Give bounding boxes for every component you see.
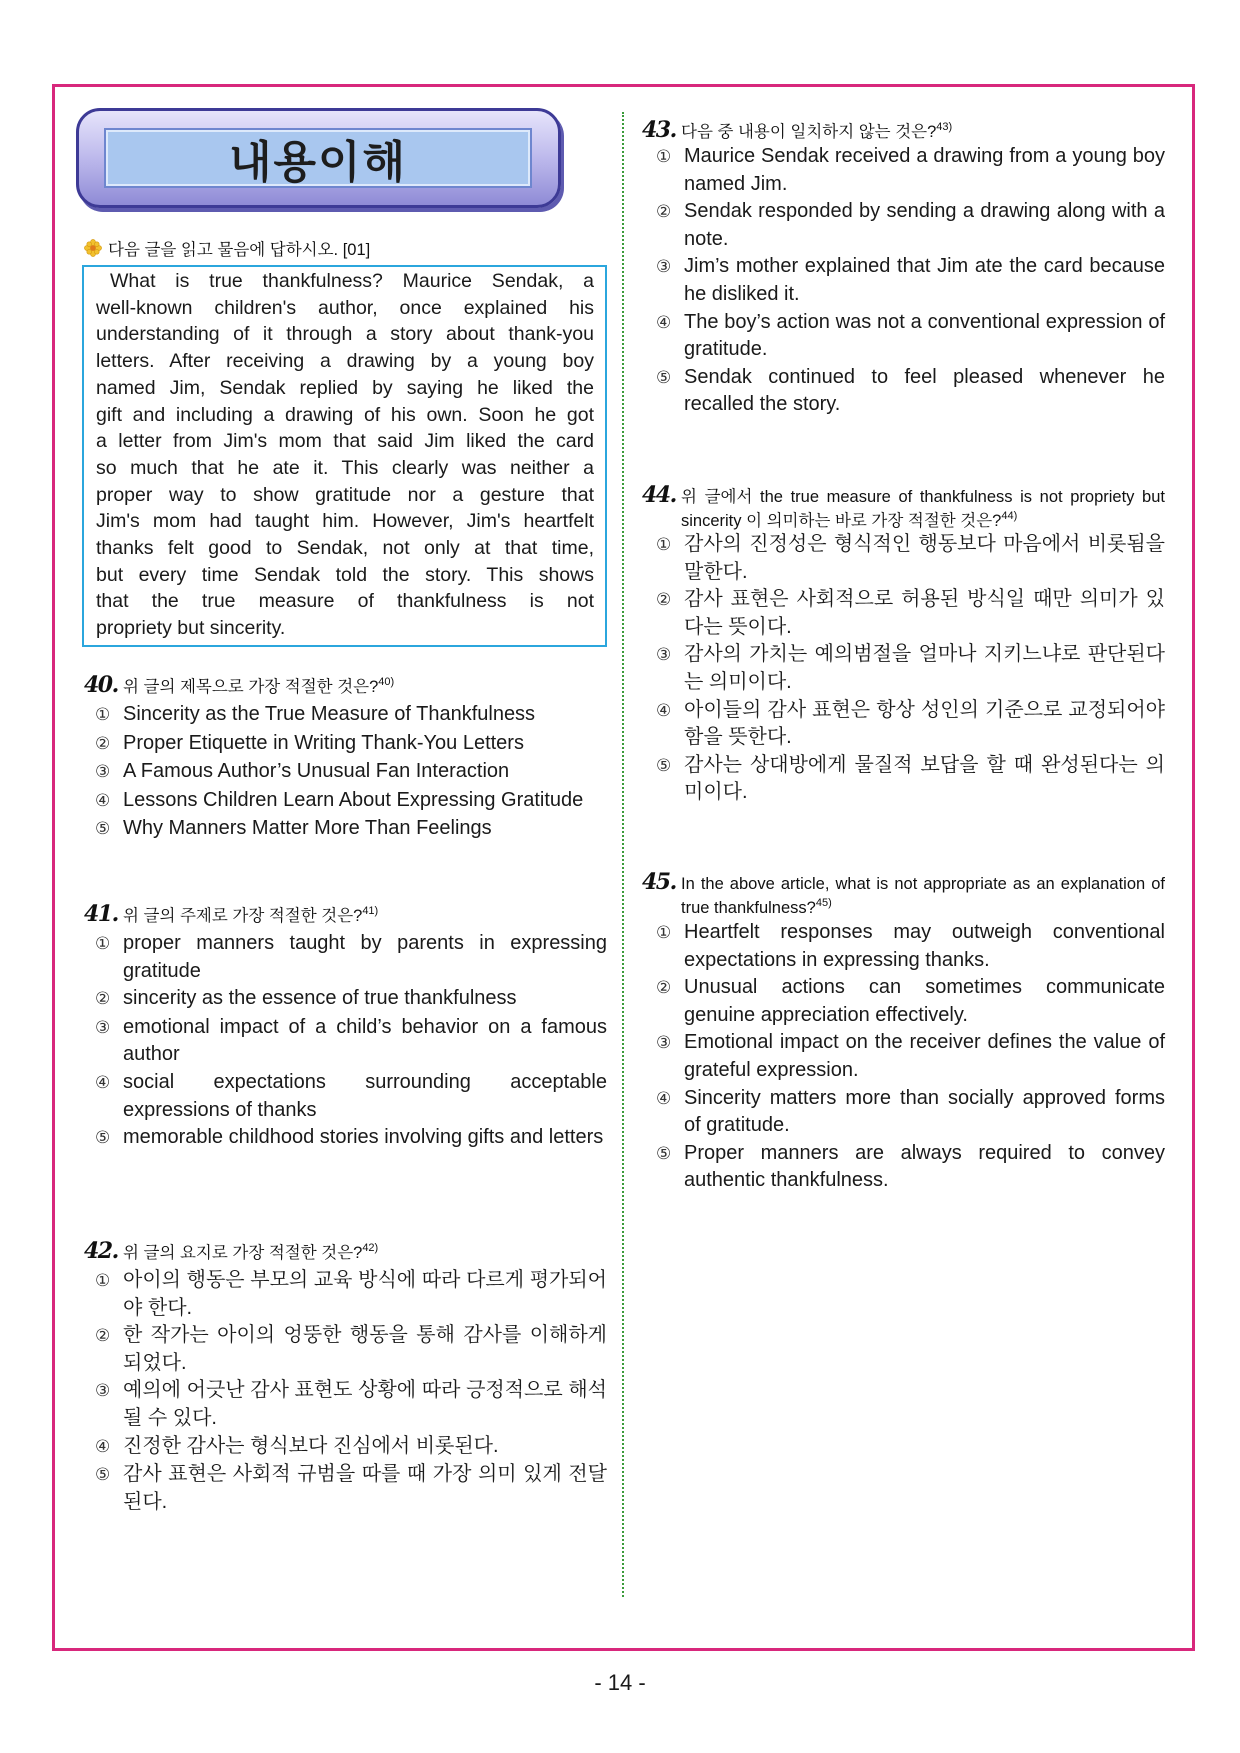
passage-line: What is true thankfulness? Maurice Sendak, a: [110, 270, 594, 292]
option-4: [95, 1069, 607, 1124]
option-text: 한 작가는 아이의 엉뚱한 행동을 통해 감사를 이해하게 되었다.: [123, 1324, 607, 1374]
option-text: A Famous Author’s Unusual Fan Interaction: [123, 760, 510, 783]
option-text: The boy’s action was not a conventional expression of gratitude.: [684, 310, 1165, 361]
passage-line: Jim's mom had taught him. However, Jim's heartfelt: [96, 510, 594, 533]
passage-line: a letter from Jim's mom that said Jim liked the card: [96, 430, 594, 453]
option-marker: ③: [95, 1381, 111, 1402]
passage-line: but every time Sendak told the story. This shows: [96, 563, 594, 586]
option-marker: ⑤: [95, 819, 111, 840]
question-number: 43.: [642, 117, 676, 143]
question-41-options: [95, 930, 607, 1153]
option-text: Sendak responded by sending a drawing along with a note.: [684, 200, 1165, 250]
option-2: [656, 586, 1165, 641]
passage-line: so much that he ate it. This clearly was neither a: [96, 456, 594, 479]
option-text: proper manners taught by parents in expressing gratitude: [123, 932, 607, 982]
question-prompt-text: 위 글에서 the true measure of thankfulness is not propriety but sincerity 이 의미하는 바로 가장 적절한 것은?: [681, 488, 1165, 530]
option-5: [656, 364, 1165, 419]
option-4: [656, 309, 1165, 364]
question-prompt-text: 위 글의 제목으로 가장 적절한 것은?: [123, 678, 379, 696]
option-marker: ⑤: [656, 367, 672, 388]
option-text: 감사의 가치는 예의범절을 얼마나 지키느냐로 판단된다는 의미이다.: [684, 643, 1165, 693]
question-43-header: [642, 118, 1165, 144]
option-1: [95, 930, 607, 985]
question-40-header: [84, 673, 607, 699]
option-4: [95, 787, 607, 816]
section-title-box: [104, 128, 532, 188]
question-number: 40.: [84, 672, 118, 698]
option-marker: ④: [95, 1436, 111, 1457]
question-prompt: [123, 675, 607, 699]
option-text: Heartfelt responses may outweigh conventional expectations in expressing thanks.: [684, 921, 1165, 971]
option-4: [656, 697, 1165, 752]
option-4: [95, 1433, 607, 1462]
option-marker: ④: [95, 1072, 111, 1093]
question-number: 42.: [84, 1238, 118, 1264]
option-1: [656, 919, 1165, 974]
option-1: [656, 143, 1165, 198]
question-number: 41.: [84, 901, 118, 927]
question-42-options: [95, 1267, 607, 1516]
passage-line: gift and including a drawing of his own. Soon he got: [96, 403, 594, 426]
option-marker: ②: [656, 202, 672, 223]
option-marker: ②: [656, 978, 672, 999]
option-text: 예의에 어긋난 감사 표현도 상황에 따라 긍정적으로 해석될 수 있다.: [123, 1379, 607, 1429]
question-prompt-text: 위 글의 주제로 가장 적절한 것은?: [123, 907, 363, 925]
option-marker: ②: [95, 733, 111, 754]
option-marker: ⑤: [95, 1128, 111, 1149]
option-marker: ①: [656, 147, 672, 167]
option-4: [656, 1085, 1165, 1140]
instruction: [84, 237, 370, 259]
footnote-ref: 42): [362, 1242, 379, 1254]
option-marker: ⑤: [656, 755, 672, 776]
option-5: [656, 1140, 1165, 1195]
option-text: Maurice Sendak received a drawing from a young boy named Jim.: [684, 145, 1165, 195]
option-marker: ⑤: [95, 1465, 111, 1486]
option-text: 감사 표현은 사회적 규범을 따를 때 가장 의미 있게 전달된다.: [123, 1463, 607, 1513]
option-3: [656, 253, 1165, 308]
passage-line: named Jim, Sendak replied by saying he liked the: [96, 376, 594, 399]
question-42-header: [84, 1239, 607, 1265]
question-prompt: [123, 904, 607, 928]
passage-line: well-known children's author, once explained his: [96, 296, 594, 319]
option-2: [95, 730, 607, 759]
option-marker: ①: [95, 934, 111, 954]
option-2: [95, 1322, 607, 1377]
section-title-frame: [76, 108, 561, 208]
question-prompt: [681, 120, 1165, 144]
option-text: Emotional impact on the receiver defines the value of grateful expression.: [684, 1031, 1165, 1081]
option-3: [656, 641, 1165, 696]
option-marker: ③: [656, 1033, 672, 1054]
option-1: [656, 531, 1165, 586]
option-marker: ②: [95, 989, 111, 1010]
option-text: Sendak continued to feel pleased whenever he recalled the story.: [684, 365, 1165, 416]
question-prompt: [681, 872, 1165, 920]
passage-line: that the true measure of thankfulness is not: [96, 590, 594, 613]
question-44-header: [642, 483, 1165, 533]
question-43-options: [656, 143, 1165, 419]
question-prompt-text: In the above article, what is not appropriate as an explanation of true thankfulness?: [681, 875, 1165, 917]
option-text: 감사의 진정성은 형식적인 행동보다 마음에서 비롯됨을 말한다.: [684, 533, 1165, 583]
option-marker: ②: [95, 1326, 111, 1347]
option-5: [656, 752, 1165, 807]
question-number: 44.: [642, 482, 676, 508]
option-2: [656, 974, 1165, 1029]
option-marker: ①: [656, 923, 672, 943]
section-title: 내용이해: [228, 137, 407, 188]
option-text: 아이들의 감사 표현은 항상 성인의 기준으로 교정되어야 함을 뜻한다.: [684, 698, 1165, 749]
flower-icon: [84, 239, 102, 257]
passage-line: propriety but sincerity.: [96, 617, 286, 640]
option-3: [95, 1377, 607, 1432]
question-45-header: [642, 870, 1165, 920]
option-text: 감사는 상대방에게 물질적 보답을 할 때 완성된다는 의미이다.: [684, 753, 1165, 804]
option-text: Sincerity matters more than socially approved forms of gratitude.: [684, 1086, 1165, 1137]
passage-line: letters. After receiving a drawing by a young boy: [96, 350, 594, 373]
footnote-ref: 45): [815, 897, 832, 909]
option-marker: ①: [95, 705, 111, 725]
question-prompt-text: 위 글의 요지로 가장 적절한 것은?: [123, 1244, 363, 1262]
option-marker: ④: [95, 790, 111, 811]
question-number: 45.: [642, 869, 676, 895]
option-5: [95, 1124, 607, 1153]
option-text: emotional impact of a child’s behavior on a famous author: [123, 1015, 607, 1066]
option-1: [95, 701, 607, 730]
footnote-ref: 43): [936, 121, 953, 133]
question-44-options: [656, 531, 1165, 807]
option-2: [656, 198, 1165, 253]
option-3: [95, 758, 607, 787]
option-marker: ③: [656, 257, 672, 278]
instruction-text: 다음 글을 읽고 물음에 답하시오. [01]: [108, 241, 371, 259]
option-1: [95, 1267, 607, 1322]
option-marker: ④: [656, 1088, 672, 1109]
option-3: [656, 1029, 1165, 1084]
option-text: 아이의 행동은 부모의 교육 방식에 따라 다르게 평가되어야 한다.: [123, 1269, 607, 1319]
question-prompt-text: 다음 중 내용이 일치하지 않는 것은?: [681, 123, 937, 141]
option-marker: ③: [95, 1017, 111, 1038]
question-prompt: [681, 485, 1165, 533]
option-text: Jim’s mother explained that Jim ate the card because he disliked it.: [684, 255, 1165, 305]
option-text: sincerity as the essence of true thankfulness: [123, 987, 517, 1010]
option-text: Proper Etiquette in Writing Thank-You Letters: [123, 731, 524, 754]
option-marker: ③: [95, 762, 111, 783]
page-number: - 14 -: [594, 1670, 646, 1695]
option-text: Unusual actions can sometimes communicate genuine appreciation effectively.: [684, 976, 1165, 1026]
option-marker: ③: [656, 645, 672, 666]
question-40-options: [95, 701, 607, 844]
option-text: social expectations surrounding acceptable expressions of thanks: [123, 1070, 607, 1121]
footnote-ref: 44): [1001, 510, 1018, 522]
footnote-ref: 40): [378, 676, 395, 688]
passage-line: understanding of it through a story about thank-you: [96, 323, 594, 346]
option-text: 진정한 감사는 형식보다 진심에서 비롯된다.: [123, 1434, 499, 1457]
option-text: memorable childhood stories involving gifts and letters: [123, 1126, 604, 1149]
question-prompt: [123, 1241, 607, 1265]
question-45-options: [656, 919, 1165, 1195]
passage-line: proper way to show gratitude nor a gesture that: [96, 483, 594, 506]
option-marker: ①: [656, 535, 672, 555]
reading-passage: [82, 265, 607, 647]
column-divider: [622, 112, 624, 1597]
question-41-header: [84, 902, 607, 928]
option-text: Why Manners Matter More Than Feelings: [123, 817, 492, 840]
footnote-ref: 41): [362, 905, 379, 917]
option-marker: ②: [656, 590, 672, 611]
passage-line: thanks felt good to Sendak, not only at that time,: [96, 537, 594, 560]
option-5: [95, 815, 607, 844]
option-marker: ④: [656, 312, 672, 333]
option-marker: ①: [95, 1271, 111, 1291]
option-2: [95, 985, 607, 1014]
option-5: [95, 1461, 607, 1516]
option-text: 감사 표현은 사회적으로 허용된 방식일 때만 의미가 있다는 뜻이다.: [684, 588, 1165, 638]
option-text: Proper manners are always required to convey authentic thankfulness.: [684, 1141, 1165, 1192]
option-3: [95, 1014, 607, 1069]
option-text: Lessons Children Learn About Expressing Gratitude: [123, 788, 584, 811]
option-marker: ④: [656, 700, 672, 721]
option-marker: ⑤: [656, 1143, 672, 1164]
option-text: Sincerity as the True Measure of Thankfulness: [123, 703, 536, 725]
